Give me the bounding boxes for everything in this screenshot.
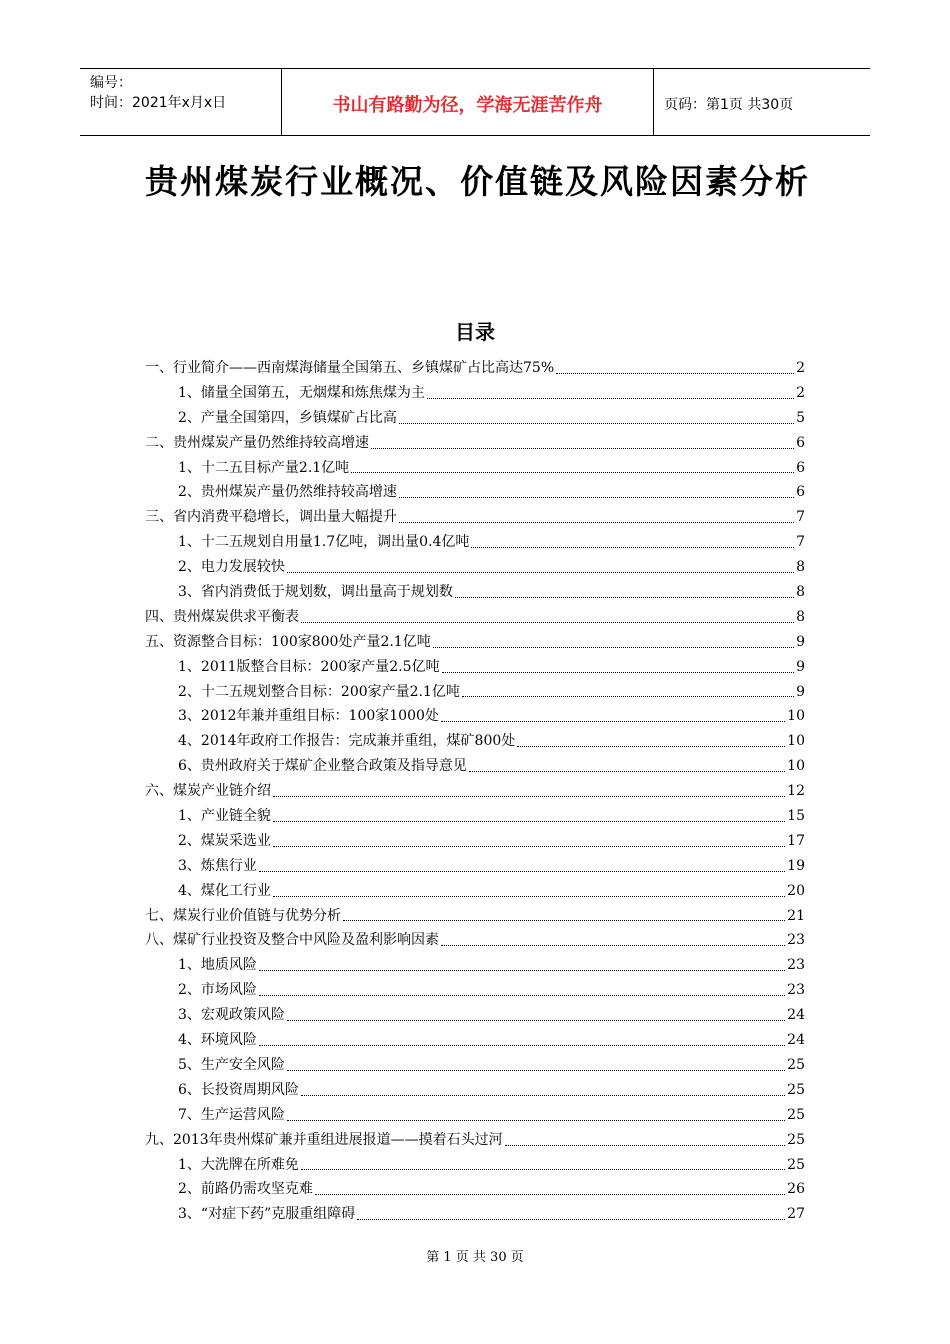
toc-entry-text: 1、十二五规划自用量1.7亿吨，调出量0.4亿吨 bbox=[178, 534, 470, 551]
toc-leader-dots bbox=[301, 1094, 785, 1096]
toc-entry-page: 2 bbox=[796, 360, 805, 376]
toc-leader-dots bbox=[259, 969, 785, 971]
toc-leader-dots bbox=[517, 745, 785, 747]
toc-entry[interactable] bbox=[145, 704, 805, 729]
toc-entry-text: 4、2014年政府工作报告：完成兼并重组，煤矿800处 bbox=[178, 733, 516, 750]
toc-entry-page: 17 bbox=[787, 832, 805, 849]
toc-entry-text: 2、电力发展较快 bbox=[178, 559, 285, 576]
toc-entry-page: 10 bbox=[787, 708, 805, 725]
toc-leader-dots bbox=[273, 895, 785, 897]
toc-entry[interactable] bbox=[145, 1003, 805, 1028]
toc-leader-dots bbox=[273, 820, 785, 822]
page-footer: 第 1 页 共 30 页 bbox=[426, 1250, 524, 1265]
toc-entry[interactable] bbox=[145, 729, 805, 754]
toc-entry[interactable] bbox=[145, 555, 805, 580]
toc-entry-text: 4、环境风险 bbox=[178, 1032, 257, 1049]
toc-entry-text: 6、长投资周期风险 bbox=[178, 1081, 299, 1098]
toc-entry-text: 3、炼焦行业 bbox=[178, 857, 257, 874]
toc-entry-page: 25 bbox=[787, 1156, 805, 1173]
toc-entry-text: 3、宏观政策风险 bbox=[178, 1007, 285, 1024]
toc-entry-text: 3、“对症下药”克服重组障碍 bbox=[178, 1206, 356, 1223]
toc-leader-dots bbox=[462, 695, 794, 697]
toc-entry[interactable] bbox=[145, 1177, 805, 1202]
toc-entry-page: 10 bbox=[787, 733, 805, 750]
toc-entry-page: 6 bbox=[796, 484, 805, 501]
toc-leader-dots bbox=[287, 1019, 785, 1021]
toc-entry[interactable] bbox=[145, 630, 805, 655]
toc-entry-text: 2、煤炭采选业 bbox=[178, 832, 271, 849]
toc-entry[interactable] bbox=[145, 854, 805, 879]
toc-leader-dots bbox=[441, 720, 785, 722]
toc-entry-page: 24 bbox=[787, 1007, 805, 1024]
toc-entry-text: 三、省内消费平稳增长，调出量大幅提升 bbox=[145, 509, 397, 526]
toc-entry-text: 1、地质风险 bbox=[178, 957, 257, 974]
toc-entry-page: 26 bbox=[787, 1181, 805, 1198]
toc-leader-dots bbox=[399, 521, 794, 523]
toc-entry-page: 25 bbox=[787, 1056, 805, 1073]
toc-entry-text: 1、储量全国第五，无烟煤和炼焦煤为主 bbox=[178, 384, 425, 401]
document-date: 时间：2021年x月x日 bbox=[90, 95, 227, 111]
toc-entry-page: 25 bbox=[787, 1106, 805, 1123]
toc-entry-text: 2、市场风险 bbox=[178, 982, 257, 999]
toc-entry-page: 23 bbox=[787, 982, 805, 999]
toc-leader-dots bbox=[315, 1193, 785, 1195]
page-header bbox=[80, 68, 870, 136]
toc-leader-dots bbox=[259, 870, 785, 872]
toc-entry-page: 7 bbox=[796, 534, 805, 551]
toc-entry-page: 25 bbox=[787, 1131, 805, 1148]
toc-entry[interactable] bbox=[145, 1103, 805, 1128]
toc-entry-page: 7 bbox=[796, 509, 805, 526]
toc-entry-page: 15 bbox=[787, 808, 805, 825]
toc-entry-page: 6 bbox=[796, 459, 805, 476]
toc-entry-text: 二、贵州煤炭产量仍然维持较高增速 bbox=[145, 434, 369, 451]
toc-entry[interactable] bbox=[145, 580, 805, 605]
toc-entry-text: 4、煤化工行业 bbox=[178, 882, 271, 899]
toc-entry-page: 20 bbox=[787, 882, 805, 899]
toc-leader-dots bbox=[442, 671, 795, 673]
toc-entry[interactable] bbox=[145, 505, 805, 530]
toc-entry-page: 23 bbox=[787, 932, 805, 949]
toc-entry[interactable] bbox=[145, 1053, 805, 1078]
toc-entry-page: 8 bbox=[796, 608, 805, 625]
toc-entry-page: 19 bbox=[787, 857, 805, 874]
toc-entry[interactable] bbox=[145, 381, 805, 406]
toc-leader-dots bbox=[301, 1168, 785, 1170]
toc-entry[interactable] bbox=[145, 1202, 805, 1227]
toc-entry-text: 2、前路仍需攻坚克难 bbox=[178, 1181, 313, 1198]
toc-entry[interactable] bbox=[145, 605, 805, 630]
header-motto: 书山有路勤为径，学海无涯苦作舟 bbox=[282, 69, 654, 135]
toc-entry[interactable] bbox=[145, 904, 805, 929]
toc-entry[interactable] bbox=[145, 829, 805, 854]
toc-entry-text: 2、贵州煤炭产量仍然维持较高增速 bbox=[178, 484, 397, 501]
toc-leader-dots bbox=[357, 1218, 785, 1220]
document-title: 贵州煤炭行业概况、价值链及风险因素分析 bbox=[145, 162, 810, 201]
toc-entry-page: 9 bbox=[796, 633, 805, 650]
table-of-contents bbox=[145, 356, 805, 1227]
toc-leader-dots bbox=[259, 1044, 785, 1046]
toc-entry-text: 6、贵州政府关于煤矿企业整合政策及指导意见 bbox=[178, 758, 467, 775]
toc-entry-text: 一、行业简介——西南煤海储量全国第五、乡镇煤矿占比高达75% bbox=[145, 360, 555, 376]
toc-entry[interactable] bbox=[145, 978, 805, 1003]
toc-entry[interactable] bbox=[145, 779, 805, 804]
toc-entry[interactable] bbox=[145, 655, 805, 680]
toc-leader-dots bbox=[259, 994, 785, 996]
toc-entry-page: 6 bbox=[796, 434, 805, 451]
toc-leader-dots bbox=[273, 795, 785, 797]
toc-entry-text: 2、十二五规划整合目标：200家产量2.1亿吨 bbox=[178, 683, 460, 700]
toc-entry[interactable] bbox=[145, 1153, 805, 1178]
toc-entry-text: 1、产业链全貌 bbox=[178, 808, 271, 825]
toc-entry-text: 2、产量全国第四，乡镇煤矿占比高 bbox=[178, 409, 397, 426]
toc-leader-dots bbox=[273, 845, 785, 847]
toc-entry-page: 8 bbox=[796, 559, 805, 576]
toc-entry-page: 27 bbox=[787, 1206, 805, 1223]
toc-entry-text: 六、煤炭产业链介绍 bbox=[145, 783, 271, 800]
toc-leader-dots bbox=[469, 770, 785, 772]
toc-entry-text: 1、大洗牌在所难免 bbox=[178, 1156, 299, 1173]
toc-entry-page: 23 bbox=[787, 957, 805, 974]
toc-entry-text: 3、2012年兼并重组目标：100家1000处 bbox=[178, 708, 439, 725]
toc-leader-dots bbox=[556, 372, 794, 374]
header-page-info: 页码：第1页 共30页 bbox=[664, 97, 794, 113]
toc-heading: 目录 bbox=[455, 320, 495, 344]
toc-leader-dots bbox=[471, 546, 794, 548]
toc-leader-dots bbox=[505, 1144, 786, 1146]
toc-entry[interactable] bbox=[145, 804, 805, 829]
toc-entry-page: 25 bbox=[787, 1081, 805, 1098]
header-meta bbox=[80, 69, 282, 135]
toc-entry-text: 3、省内消费低于规划数，调出量高于规划数 bbox=[178, 584, 453, 601]
toc-entry-page: 9 bbox=[796, 683, 805, 700]
toc-entry-page: 10 bbox=[787, 758, 805, 775]
toc-entry-page: 5 bbox=[796, 409, 805, 426]
toc-leader-dots bbox=[343, 919, 785, 921]
document-number-label: 编号： bbox=[90, 75, 132, 91]
toc-leader-dots bbox=[399, 422, 794, 424]
toc-entry[interactable] bbox=[145, 953, 805, 978]
toc-entry-page: 24 bbox=[787, 1032, 805, 1049]
toc-entry[interactable] bbox=[145, 1028, 805, 1053]
toc-entry-text: 四、贵州煤炭供求平衡表 bbox=[145, 608, 299, 625]
toc-entry[interactable] bbox=[145, 530, 805, 555]
toc-entry[interactable] bbox=[145, 431, 805, 456]
toc-entry[interactable] bbox=[145, 754, 805, 779]
toc-entry-text: 八、煤矿行业投资及整合中风险及盈利影响因素 bbox=[145, 932, 439, 949]
toc-entry[interactable] bbox=[145, 406, 805, 431]
toc-leader-dots bbox=[287, 1069, 785, 1071]
toc-entry-page: 9 bbox=[796, 658, 805, 675]
toc-entry-text: 五、资源整合目标：100家800处产量2.1亿吨 bbox=[145, 633, 431, 650]
toc-entry[interactable] bbox=[145, 928, 805, 953]
toc-entry-text: 九、2013年贵州煤矿兼并重组进展报道——摸着石头过河 bbox=[145, 1131, 503, 1148]
toc-entry-text: 7、生产运营风险 bbox=[178, 1106, 285, 1123]
toc-entry-page: 8 bbox=[796, 584, 805, 601]
toc-leader-dots bbox=[427, 397, 794, 399]
toc-entry[interactable] bbox=[145, 456, 805, 481]
toc-entry[interactable] bbox=[145, 1078, 805, 1103]
toc-leader-dots bbox=[399, 496, 794, 498]
toc-entry-text: 1、十二五目标产量2.1亿吨 bbox=[178, 459, 350, 476]
toc-entry-text: 1、2011版整合目标：200家产量2.5亿吨 bbox=[178, 658, 440, 675]
toc-entry[interactable] bbox=[145, 1128, 805, 1153]
toc-leader-dots bbox=[301, 621, 794, 623]
toc-leader-dots bbox=[441, 944, 785, 946]
toc-entry-text: 七、煤炭行业价值链与优势分析 bbox=[145, 907, 341, 924]
toc-entry[interactable] bbox=[145, 680, 805, 705]
toc-leader-dots bbox=[287, 1119, 785, 1121]
toc-leader-dots bbox=[287, 571, 794, 573]
toc-entry-page: 21 bbox=[787, 907, 805, 924]
toc-entry[interactable] bbox=[145, 879, 805, 904]
toc-leader-dots bbox=[433, 646, 794, 648]
toc-entry-text: 5、生产安全风险 bbox=[178, 1056, 285, 1073]
toc-leader-dots bbox=[455, 596, 794, 598]
toc-entry-page: 12 bbox=[787, 783, 805, 800]
toc-leader-dots bbox=[371, 447, 794, 449]
toc-entry[interactable] bbox=[145, 356, 805, 381]
toc-leader-dots bbox=[351, 471, 794, 473]
toc-entry[interactable] bbox=[145, 480, 805, 505]
toc-entry-page: 2 bbox=[796, 384, 805, 401]
